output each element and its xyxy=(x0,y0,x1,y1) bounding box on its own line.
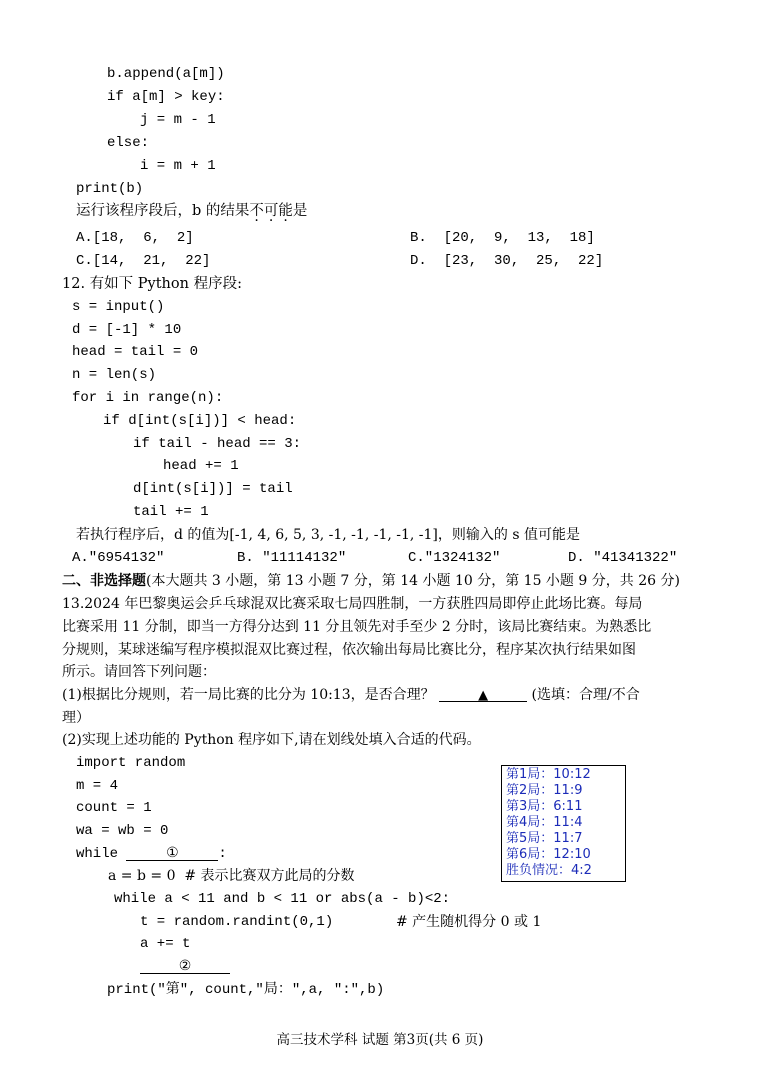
code-line: d = [-1] * 10 xyxy=(72,322,182,338)
code-line: s = input() xyxy=(72,299,165,315)
answer-blank-1[interactable]: ① xyxy=(126,844,218,861)
question-stem: 运行该程序段后，b 的结果不可能是 xyxy=(76,203,308,219)
answer-blank-2[interactable]: ② xyxy=(140,957,230,974)
result-line: 第3局：6:11 xyxy=(506,799,583,814)
code-line: else: xyxy=(107,135,150,151)
code-line: if a[m] > key: xyxy=(107,89,225,105)
code-line: if tail - head == 3: xyxy=(133,436,302,452)
emphasis-char: 不 xyxy=(249,203,264,219)
result-line: 第4局：11:4 xyxy=(506,815,583,830)
code-line: a = b = 0 # 表示比赛双方此局的分数 xyxy=(108,868,355,884)
code-line: head += 1 xyxy=(163,458,239,474)
code-line: if d[int(s[i])] < head: xyxy=(103,413,297,429)
code-line: for i in range(n): xyxy=(72,390,224,406)
code-line: a += t xyxy=(140,936,191,952)
result-line: 第2局：11:9 xyxy=(506,783,583,798)
code-line: while ① : xyxy=(76,846,227,862)
code-line: tail += 1 xyxy=(133,504,209,520)
code-line: t = random.randint(0,1) xyxy=(140,914,334,930)
section-heading: 二、非选择题(本大题共 3 小题，第 13 小题 7 分，第 14 小题 10 分，第 15 小题 9 分，共 26 分) xyxy=(62,573,680,589)
option-b: B. [20, 9, 13, 18] xyxy=(410,230,595,246)
option-a: A."6954132" xyxy=(72,550,165,566)
code-line: count = 1 xyxy=(76,800,152,816)
option-d: D. "41341322" xyxy=(568,550,678,566)
paragraph-line: 所示。请回答下列问题： xyxy=(62,664,216,680)
option-d: D. [23, 30, 25, 22] xyxy=(410,253,604,269)
code-line: import random xyxy=(76,755,186,771)
answer-blank[interactable] xyxy=(439,685,527,702)
paragraph-line: 理） xyxy=(62,710,90,726)
emphasis-text xyxy=(249,203,293,219)
triangle-icon: ▲ xyxy=(478,688,489,703)
paragraph-line: 比赛采用 11 分制，即当一方得分达到 11 分且领先对手至少 2 分时，该局比赛结束。为熟悉比 xyxy=(62,619,652,635)
code-line: while a < 11 and b < 11 or abs(a - b)<2: xyxy=(114,891,451,907)
paragraph-line: 13.2024 年巴黎奥运会乒乓球混双比赛采取七局四胜制，一方获胜四局即停止此场比赛。每局 xyxy=(62,596,643,612)
result-line: 第1局：10:12 xyxy=(506,767,591,782)
code-line: d[int(s[i])] = tail xyxy=(133,481,293,497)
code-line: m = 4 xyxy=(76,778,119,794)
code-line: n = len(s) xyxy=(72,367,157,383)
question-number: 12. 有如下 Python 程序段: xyxy=(62,276,242,292)
question-text: 若执行程序后，d 的值为[-1, 4, 6, 5, 3, -1, -1, -1, -1, -1]，则输入的 s 值可能是 xyxy=(76,527,580,543)
output-result-box xyxy=(501,765,626,882)
option-b: B. "11114132" xyxy=(237,550,347,566)
result-line: 第5局：11:7 xyxy=(506,831,583,846)
emphasis-char: 能 xyxy=(278,203,293,219)
page-footer: 高三技术学科 试题 第3页(共 6 页) xyxy=(276,1032,484,1048)
code-line: wa = wb = 0 xyxy=(76,823,169,839)
option-c: C.[14, 21, 22] xyxy=(76,253,211,269)
code-comment: # 产生随机得分 0 或 1 xyxy=(396,914,542,930)
code-line xyxy=(140,957,230,977)
code-line: head = tail = 0 xyxy=(72,344,199,360)
result-line: 第6局：12:10 xyxy=(506,847,591,862)
code-line: i = m + 1 xyxy=(140,158,216,174)
option-a: A.[18, 6, 2] xyxy=(76,230,194,246)
paragraph-line: 分规则，某球迷编写程序模拟混双比赛过程，依次输出每局比赛比分，程序某次执行结果如图 xyxy=(62,642,636,658)
sub-question-1: (1)根据比分规则，若一局比赛的比分为 10:13，是否合理？ ▲ (选填：合理/不合 xyxy=(62,687,640,703)
option-c: C."1324132" xyxy=(408,550,501,566)
code-line: j = m - 1 xyxy=(140,112,216,128)
code-line: b.append(a[m]) xyxy=(107,66,225,82)
code-line: print(b) xyxy=(76,181,144,197)
emphasis-char: 可 xyxy=(263,203,279,219)
sub-question-2: (2)实现上述功能的 Python 程序如下,请在划线处填入合适的代码。 xyxy=(62,732,481,748)
code-line: print("第", count,"局：",a, ":",b) xyxy=(107,982,385,998)
result-line: 胜负情况：4:2 xyxy=(506,863,592,878)
